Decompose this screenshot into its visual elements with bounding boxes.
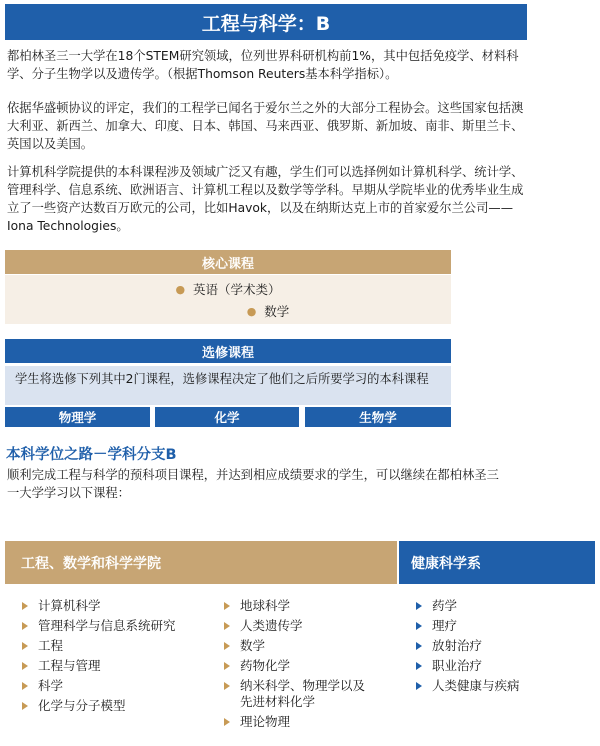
list-item: 管理科学与信息系统研究: [22, 618, 212, 634]
triangle-bullet-icon: [224, 662, 230, 670]
triangle-bullet-icon: [224, 622, 230, 630]
list-item: 数学: [224, 638, 374, 654]
triangle-bullet-icon: [224, 602, 230, 610]
faculty-engineering-heading: 工程、数学和科学学院: [5, 541, 397, 584]
list-item: 药物化学: [224, 658, 374, 674]
health-course-list: [416, 598, 586, 698]
page-title: 工程与科学：B: [5, 4, 527, 40]
list-item: 计算机科学: [22, 598, 212, 614]
faculty-health-heading: 健康科学系: [399, 541, 595, 584]
subject-chemistry: 化学: [155, 407, 299, 427]
list-item: 工程: [22, 638, 212, 654]
list-item: 工程与管理: [22, 658, 212, 674]
list-item: 科学: [22, 678, 212, 694]
triangle-bullet-icon: [22, 642, 28, 650]
list-item: 职业治疗: [416, 658, 586, 674]
intro-paragraph-ranking: 都柏林圣三一大学在18个STEM研究领域，位列世界科研机构前1%，其中包括免疫学、材料科学、分子生物学以及遗传学。（根据Thomson Reuters基本科学指标）。: [7, 49, 519, 81]
pathway-description: 顺利完成工程与科学的预科项目课程，并达到相应成绩要求的学生，可以继续在都柏林圣三一大学学习以下课程：: [7, 468, 499, 500]
triangle-bullet-icon: [224, 642, 230, 650]
triangle-bullet-icon: [22, 602, 28, 610]
subject-physics: 物理学: [5, 407, 150, 427]
triangle-bullet-icon: [224, 718, 230, 726]
list-item: 地球科学: [224, 598, 374, 614]
triangle-bullet-icon: [224, 682, 230, 690]
triangle-bullet-icon: [416, 662, 422, 670]
core-course-item: ● 英语（学术类）: [175, 282, 281, 297]
engineering-course-list-1: [22, 598, 212, 718]
triangle-bullet-icon: [416, 682, 422, 690]
elective-courses-heading: 选修课程: [5, 339, 451, 363]
engineering-course-list-2: [224, 598, 374, 734]
core-course-item: ● 数学: [246, 304, 290, 319]
core-courses-box: [5, 275, 451, 324]
list-item: 化学与分子模型: [22, 698, 212, 714]
triangle-bullet-icon: [22, 682, 28, 690]
triangle-bullet-icon: [22, 622, 28, 630]
intro-paragraph-accreditation: 依据华盛顿协议的评定，我们的工程学已闻名于爱尔兰之外的大部分工程协会。这些国家包括澳大利亚、新西兰、加拿大、印度、日本、韩国、马来西亚、俄罗斯、新加坡、南非、斯里兰卡、英国以及美国。: [7, 101, 524, 151]
triangle-bullet-icon: [22, 702, 28, 710]
bullet-dot-icon: ●: [246, 304, 257, 318]
list-item: 纳米科学、物理学以及先进材料化学: [224, 678, 374, 710]
list-item: 理论物理: [224, 714, 374, 730]
triangle-bullet-icon: [22, 662, 28, 670]
triangle-bullet-icon: [416, 602, 422, 610]
list-item: 药学: [416, 598, 586, 614]
triangle-bullet-icon: [416, 622, 422, 630]
core-courses-heading: 核心课程: [5, 250, 451, 274]
triangle-bullet-icon: [416, 642, 422, 650]
list-item: 理疗: [416, 618, 586, 634]
list-item: 人类健康与疾病: [416, 678, 586, 694]
subject-biology: 生物学: [305, 407, 451, 427]
bullet-dot-icon: ●: [175, 282, 186, 296]
elective-courses-note: 学生将选修下列其中2门课程，选修课程决定了他们之后所要学习的本科课程: [5, 366, 451, 405]
intro-paragraph-computer-science: 计算机科学院提供的本科课程涉及领域广泛又有趣，学生们可以选择例如计算机科学、统计学、管理科学、信息系统、欧洲语言、计算机工程以及数学等学科。早期从学院毕业的优秀毕业生成立了一些资产达数百万欧元的公司，比如Havok，以及在纳斯达克上市的首家爱尔兰公司——Iona Technologies。: [7, 165, 524, 233]
list-item: 放射治疗: [416, 638, 586, 654]
pathway-heading: 本科学位之路－学科分支B: [6, 447, 177, 463]
list-item: 人类遗传学: [224, 618, 374, 634]
